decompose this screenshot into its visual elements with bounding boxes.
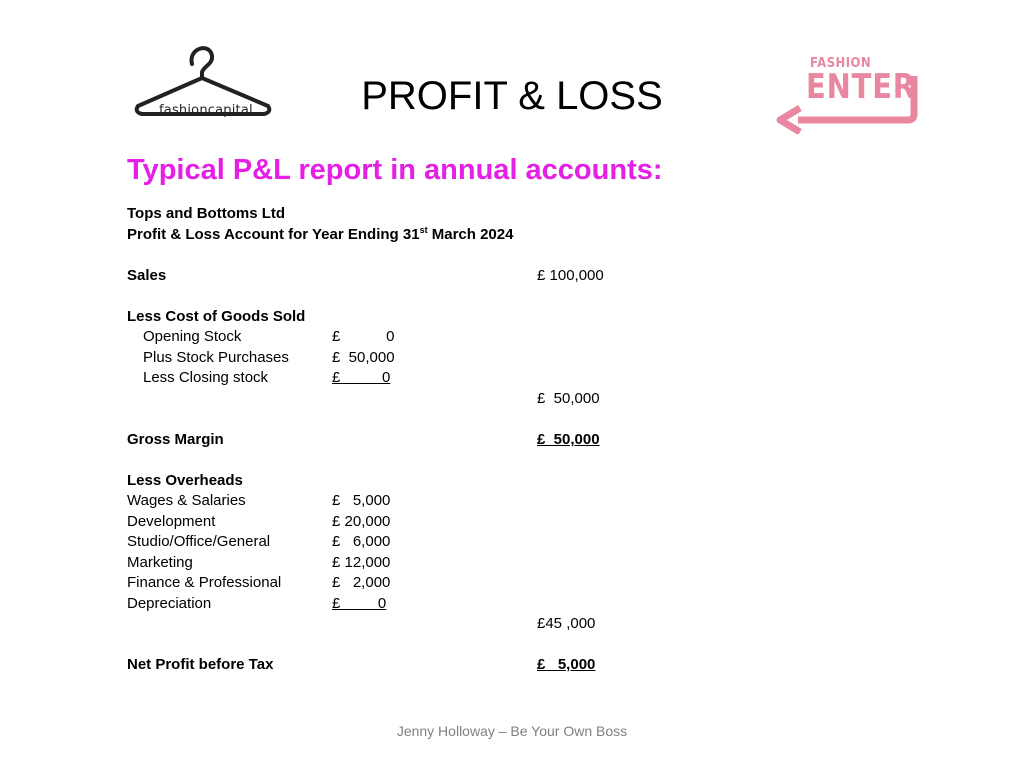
net-profit-row	[127, 655, 827, 675]
overhead-item	[127, 594, 827, 614]
cogs-item-label: Less Closing stock	[143, 369, 269, 386]
cogs-total: £ 50,000	[537, 390, 600, 407]
overhead-item	[127, 553, 827, 573]
overhead-item-label: Depreciation	[127, 595, 212, 612]
subtitle: Typical P&L report in annual accounts:	[127, 154, 663, 186]
overheads-total-row	[127, 614, 827, 634]
overhead-item-amount: £ 2,000	[332, 574, 391, 591]
cogs-item	[127, 348, 827, 368]
overhead-item	[127, 573, 827, 593]
logo-main-text: ENTER	[806, 67, 916, 107]
footer-text: Jenny Holloway – Be Your Own Boss	[396, 723, 628, 739]
overhead-item-label: Finance & Professional	[127, 574, 282, 591]
cogs-item-amount: £ 0	[332, 369, 391, 386]
page-title: PROFIT & LOSS	[361, 74, 663, 118]
net-profit-label: Net Profit before Tax	[127, 656, 274, 673]
overhead-item	[127, 512, 827, 532]
net-profit-total: £ 5,000	[537, 656, 596, 673]
cogs-item	[127, 368, 827, 388]
sales-total: £ 100,000	[537, 267, 604, 284]
cogs-item	[127, 327, 827, 347]
account-title: Profit & Loss Account for Year Ending 31st March 2024	[127, 225, 514, 243]
cogs-item-label: Opening Stock	[143, 328, 242, 345]
overhead-item	[127, 491, 827, 511]
sales-label: Sales	[127, 267, 167, 284]
sales-row	[127, 266, 827, 286]
overhead-item-amount: £ 12,000	[332, 554, 391, 571]
cogs-item-amount: £ 50,000	[332, 349, 395, 366]
logo-top-text: FASHION	[810, 56, 872, 71]
overhead-item-amount: £ 5,000	[332, 492, 391, 509]
overhead-item-label: Development	[127, 513, 216, 530]
overhead-item-label: Wages & Salaries	[127, 492, 246, 509]
gross-margin-row	[127, 430, 827, 450]
overhead-item-amount: £ 0	[332, 595, 387, 612]
fashion-enter-logo	[776, 56, 921, 134]
gross-margin-total: £ 50,000	[537, 431, 600, 448]
cogs-total-row	[127, 389, 827, 409]
overheads-total: £45 ,000	[537, 615, 596, 632]
arrow-left-icon	[776, 56, 921, 134]
overhead-item-amount: £ 20,000	[332, 513, 391, 530]
cogs-item-amount: £ 0	[332, 328, 395, 345]
company-name: Tops and Bottoms Ltd	[127, 205, 286, 222]
cogs-heading: Less Cost of Goods Sold	[127, 308, 306, 325]
overhead-item-label: Studio/Office/General	[127, 533, 271, 550]
logo-wordmark: fashioncapital	[159, 103, 253, 118]
overhead-item-amount: £ 6,000	[332, 533, 391, 550]
gross-margin-label: Gross Margin	[127, 431, 224, 448]
overheads-heading: Less Overheads	[127, 472, 243, 489]
overhead-item	[127, 532, 827, 552]
overhead-item-label: Marketing	[127, 554, 193, 571]
cogs-item-label: Plus Stock Purchases	[143, 349, 289, 366]
